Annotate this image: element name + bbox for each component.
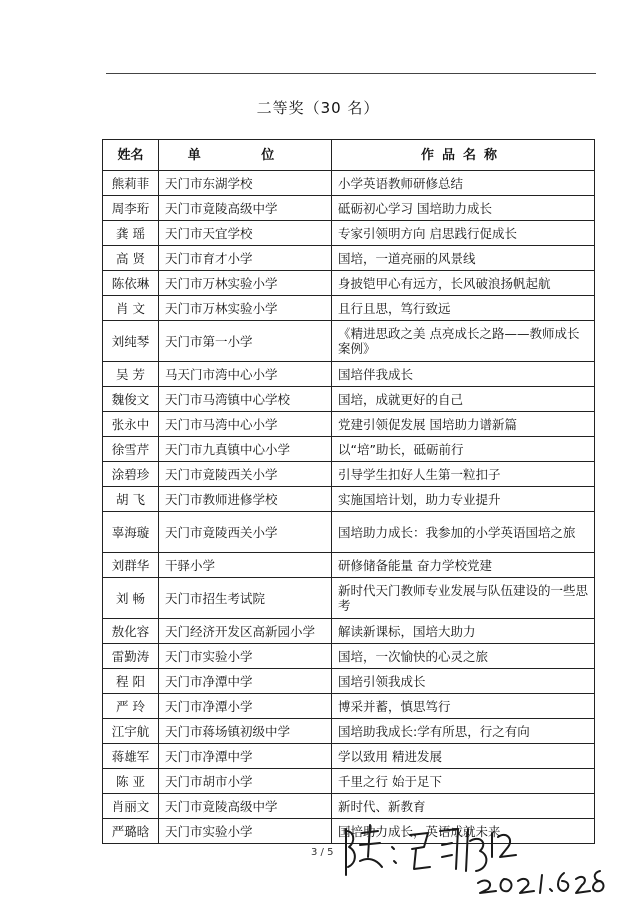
cell-unit: 天门市九真镇中心小学 — [159, 437, 332, 462]
table-row — [103, 794, 595, 819]
cell-work: 以“培”助长，砥砺前行 — [332, 437, 595, 462]
cell-name: 程 阳 — [103, 669, 159, 694]
cell-work: 党建引领促发展 国培助力谱新篇 — [332, 412, 595, 437]
cell-work: 小学英语教师研修总结 — [332, 171, 595, 196]
table-row — [103, 619, 595, 644]
handwritten-signature — [338, 817, 608, 895]
cell-unit: 天门市马湾中心小学 — [159, 412, 332, 437]
table-row — [103, 744, 595, 769]
cell-work: 研修储备能量 奋力学校党建 — [332, 553, 595, 578]
table-row — [103, 437, 595, 462]
table-row — [103, 669, 595, 694]
table-row — [103, 719, 595, 744]
cell-unit: 天门市万林实验小学 — [159, 271, 332, 296]
cell-name: 刘纯琴 — [103, 321, 159, 362]
table-header-row — [103, 140, 595, 171]
cell-work: 砥砺初心学习 国培助力成长 — [332, 196, 595, 221]
cell-unit: 干驿小学 — [159, 553, 332, 578]
cell-name: 徐雪芹 — [103, 437, 159, 462]
cell-unit: 天门市第一小学 — [159, 321, 332, 362]
cell-unit: 天门市天宜学校 — [159, 221, 332, 246]
table-row — [103, 694, 595, 719]
cell-work: 实施国培计划，助力专业提升 — [332, 487, 595, 512]
cell-name: 吴 芳 — [103, 362, 159, 387]
cell-work: 解读新课标，国培大助力 — [332, 619, 595, 644]
header-work: 作品名称 — [332, 140, 595, 171]
header-unit: 单 位 — [159, 140, 332, 171]
cell-unit: 天门市竟陵西关小学 — [159, 512, 332, 553]
cell-work: 国培，一次愉快的心灵之旅 — [332, 644, 595, 669]
section-heading: 二等奖（30 名） — [256, 99, 380, 117]
cell-unit: 天门市实验小学 — [159, 644, 332, 669]
cell-unit: 天门市实验小学 — [159, 819, 332, 844]
table-row — [103, 271, 595, 296]
cell-unit: 天门市马湾镇中心学校 — [159, 387, 332, 412]
cell-work: 博采并蓄，慎思笃行 — [332, 694, 595, 719]
table-row — [103, 553, 595, 578]
table-row — [103, 512, 595, 553]
cell-name: 敖化容 — [103, 619, 159, 644]
header-name: 姓名 — [103, 140, 159, 171]
cell-name: 周李珩 — [103, 196, 159, 221]
cell-work: 引导学生扣好人生第一粒扣子 — [332, 462, 595, 487]
cell-work: 国培助我成长:学有所思，行之有向 — [332, 719, 595, 744]
cell-work: 国培助力成长，英语成就未来 — [332, 819, 595, 844]
cell-name: 肖丽文 — [103, 794, 159, 819]
table-row — [103, 412, 595, 437]
cell-work: 新时代天门教师专业发展与队伍建设的一些思考 — [332, 578, 595, 619]
cell-name: 涂碧珍 — [103, 462, 159, 487]
cell-work: 专家引领明方向 启思践行促成长 — [332, 221, 595, 246]
cell-unit: 天门市净潭中学 — [159, 669, 332, 694]
cell-unit: 天门市万林实验小学 — [159, 296, 332, 321]
cell-work: 国培助力成长：我参加的小学英语国培之旅 — [332, 512, 595, 553]
table-row — [103, 196, 595, 221]
table-row — [103, 296, 595, 321]
cell-work: 《精进思政之美 点亮成长之路——教师成长案例》 — [332, 321, 595, 362]
cell-name: 张永中 — [103, 412, 159, 437]
table-row — [103, 769, 595, 794]
cell-work: 千里之行 始于足下 — [332, 769, 595, 794]
table-row — [103, 362, 595, 387]
cell-unit: 天门市净潭小学 — [159, 694, 332, 719]
cell-work: 身披铠甲心有远方，长风破浪扬帆起航 — [332, 271, 595, 296]
cell-unit: 天门市教师进修学校 — [159, 487, 332, 512]
cell-unit: 天门市蒋场镇初级中学 — [159, 719, 332, 744]
table-row — [103, 321, 595, 362]
cell-unit: 天门市东湖学校 — [159, 171, 332, 196]
cell-unit: 马天门市湾中心小学 — [159, 362, 332, 387]
cell-name: 雷勤涛 — [103, 644, 159, 669]
cell-name: 刘 畅 — [103, 578, 159, 619]
cell-name: 陈 亚 — [103, 769, 159, 794]
table-row — [103, 644, 595, 669]
cell-name: 严 玲 — [103, 694, 159, 719]
cell-work: 学以致用 精进发展 — [332, 744, 595, 769]
cell-unit: 天门市竟陵高级中学 — [159, 196, 332, 221]
cell-name: 刘群华 — [103, 553, 159, 578]
cell-unit: 天门市胡市小学 — [159, 769, 332, 794]
cell-name: 肖 文 — [103, 296, 159, 321]
table-row — [103, 387, 595, 412]
table-row — [103, 246, 595, 271]
cell-unit: 天门市竟陵高级中学 — [159, 794, 332, 819]
cell-work: 新时代、新教育 — [332, 794, 595, 819]
cell-work: 国培，成就更好的自己 — [332, 387, 595, 412]
cell-name: 江宇航 — [103, 719, 159, 744]
cell-work: 且行且思，笃行致远 — [332, 296, 595, 321]
top-rule — [106, 73, 596, 74]
cell-work: 国培引领我成长 — [332, 669, 595, 694]
table-row — [103, 578, 595, 619]
cell-name: 高 贤 — [103, 246, 159, 271]
cell-unit: 天门市竟陵西关小学 — [159, 462, 332, 487]
table-row — [103, 221, 595, 246]
table-row — [103, 462, 595, 487]
cell-unit: 天门市招生考试院 — [159, 578, 332, 619]
cell-name: 胡 飞 — [103, 487, 159, 512]
cell-name: 辜海璇 — [103, 512, 159, 553]
cell-unit: 天门市净潭中学 — [159, 744, 332, 769]
cell-name: 蒋雄军 — [103, 744, 159, 769]
page-number: 3 / 5 — [311, 847, 334, 858]
table-row — [103, 487, 595, 512]
cell-unit: 天门经济开发区高新园小学 — [159, 619, 332, 644]
cell-work: 国培伴我成长 — [332, 362, 595, 387]
cell-name: 熊莉菲 — [103, 171, 159, 196]
cell-unit: 天门市育才小学 — [159, 246, 332, 271]
awards-table — [102, 139, 595, 844]
cell-work: 国培，一道亮丽的风景线 — [332, 246, 595, 271]
cell-name: 陈依琳 — [103, 271, 159, 296]
table-row — [103, 171, 595, 196]
cell-name: 魏俊文 — [103, 387, 159, 412]
cell-name: 严璐晗 — [103, 819, 159, 844]
cell-name: 龚 瑶 — [103, 221, 159, 246]
